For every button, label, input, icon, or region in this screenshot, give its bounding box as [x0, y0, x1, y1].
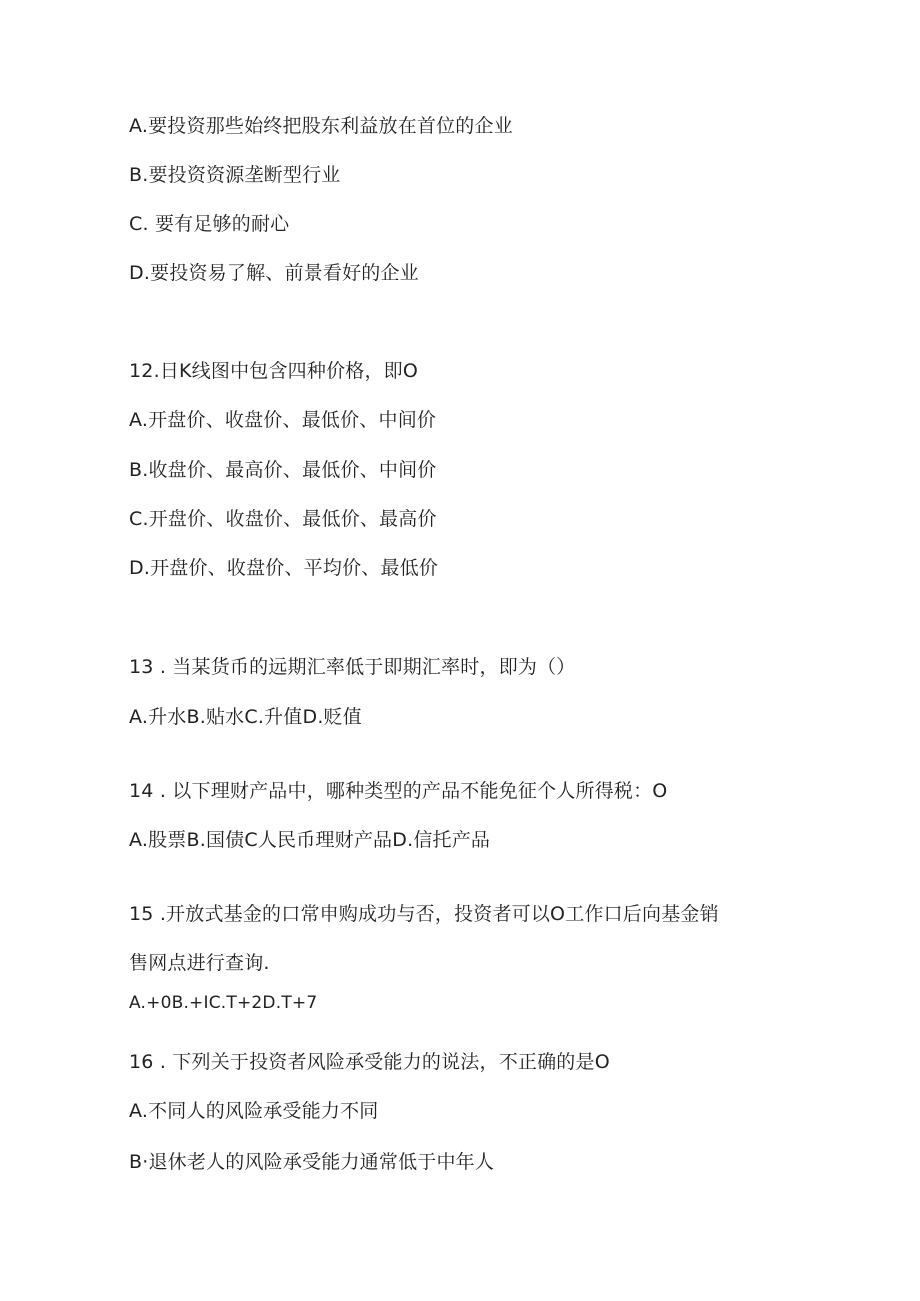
q11-option-d: D.要投资易了解、前景看好的企业 [129, 262, 419, 284]
q12-stem: 12.日K线图中包含四种价格，即O [129, 360, 419, 382]
q11-option-a: A.要投资那些始终把股东利益放在首位的企业 [129, 115, 513, 137]
q12-option-c: C.开盘价、收盘价、最低价、最高价 [129, 508, 437, 530]
q14-stem: 14 . 以下理财产品中，哪种类型的产品不能免征个人所得税：O [129, 780, 668, 802]
q16-option-b: B·退休老人的风险承受能力通常低于中年人 [129, 1151, 495, 1173]
q15-stem-line2: 售网点进行查询. [129, 952, 270, 974]
q12-option-d: D.开盘价、收盘价、平均价、最低价 [129, 557, 439, 579]
q11-option-b: B.要投资资源垄断型行业 [129, 164, 341, 186]
q16-stem: 16 . 下列关于投资者风险承受能力的说法，不正确的是O [129, 1051, 610, 1073]
q13-options: A.升水B.贴水C.升值D.贬值 [129, 706, 362, 728]
q15-options: A.+0B.+IC.T+2D.T+7 [129, 993, 318, 1013]
q14-options: A.股票B.国债C人民币理财产品D.信托产品 [129, 829, 491, 851]
q12-option-b: B.收盘价、最高价、最低价、中间价 [129, 459, 437, 481]
q13-stem: 13 . 当某货币的远期汇率低于即期汇率时，即为（） [129, 656, 576, 678]
q15-stem-line1: 15 .开放式基金的口常申购成功与否，投资者可以O工作口后向基金销 [129, 903, 719, 925]
q16-option-a: A.不同人的风险承受能力不同 [129, 1100, 379, 1122]
q11-option-c: C. 要有足够的耐心 [129, 213, 290, 235]
q12-option-a: A.开盘价、收盘价、最低价、中间价 [129, 409, 437, 431]
